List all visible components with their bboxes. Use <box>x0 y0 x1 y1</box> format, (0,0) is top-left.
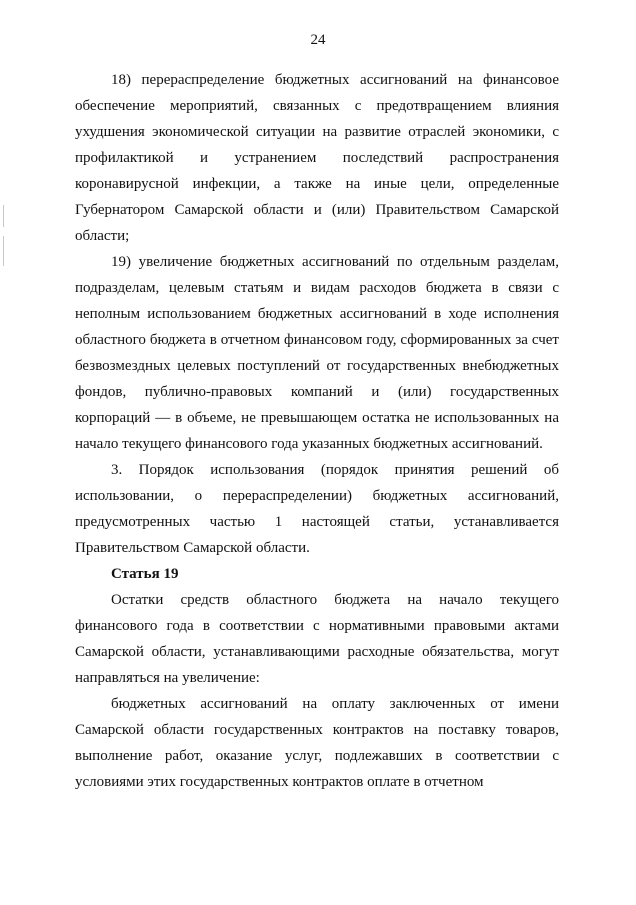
paragraph-part-3: 3. Порядок использования (порядок принятия решений об использовании, о перераспределении) бюджетных ассигнований, предусмотренных частью 1 настоящей статьи, устанавливается Правительством Самарской области. <box>75 462 559 556</box>
paragraph-article-19-item: бюджетных ассигнований на оплату заключенных от имени Самарской области государственных контрактов на поставку товаров, выполнение работ, оказание услуг, подлежавших в соответствии с условиями этих государственных контрактов оплате в отчетном <box>75 696 559 790</box>
scan-artifact-mark <box>3 236 4 266</box>
page-number: 24 <box>310 32 326 48</box>
scan-artifact-mark <box>3 205 4 227</box>
paragraph-article-19-intro: Остатки средств областного бюджета на начало текущего финансового года в соответствии с нормативными правовыми актами Самарской области, устанавливающими расходные обязательства, могут направляться на увеличение: <box>75 592 559 686</box>
paragraph-item-19: 19) увеличение бюджетных ассигнований по отдельным разделам, подразделам, целевым статьям и видам расходов бюджета в связи с неполным использованием бюджетных ассигнований в ходе исполнения областного бюджета в отчетном финансовом году, сформированных за счет безвозмездных целевых поступлений от государственных внебюджетных фондов, публично-правовых компаний и (или) государственных корпораций — в объеме, не превышающем остатка не использованных на начало текущего финансового года указанных бюджетных ассигнований. <box>75 254 559 452</box>
paragraph-item-18: 18) перераспределение бюджетных ассигнований на финансовое обеспечение мероприятий, связанных с предотвращением влияния ухудшения экономической ситуации на развитие отраслей экономики, с профилактикой и устранением последствий распространения коронавирусной инфекции, а также на иные цели, определенные Губернатором Самарской области и (или) Правительством Самарской области; <box>75 72 559 244</box>
article-heading: Статья 19 <box>111 566 179 582</box>
document-body <box>75 67 559 795</box>
